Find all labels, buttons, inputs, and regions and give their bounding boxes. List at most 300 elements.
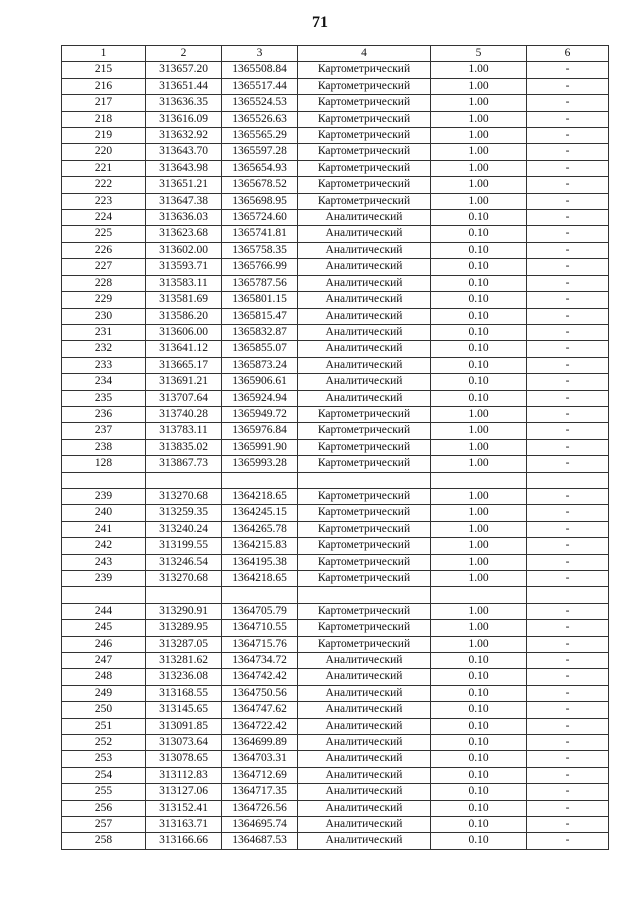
y-coordinate-cell: 1364687.53 [222, 833, 298, 849]
accuracy-cell: 1.00 [431, 456, 527, 472]
accuracy-cell: 1.00 [431, 193, 527, 209]
y-coordinate-cell: 1365526.63 [222, 111, 298, 127]
x-coordinate-cell: 313281.62 [146, 653, 222, 669]
accuracy-cell: 0.10 [431, 767, 527, 783]
note-cell: - [527, 784, 609, 800]
point-number-cell: 233 [62, 357, 146, 373]
x-coordinate-cell: 313112.83 [146, 767, 222, 783]
method-cell: Аналитический [298, 357, 431, 373]
point-number-cell: 215 [62, 62, 146, 78]
x-coordinate-cell: 313127.06 [146, 784, 222, 800]
table-row [62, 292, 609, 308]
x-coordinate-cell: 313290.91 [146, 603, 222, 619]
point-number-cell: 245 [62, 620, 146, 636]
note-cell: - [527, 570, 609, 586]
table-row [62, 636, 609, 652]
point-number-cell: 221 [62, 160, 146, 176]
note-cell: - [527, 95, 609, 111]
note-cell: - [527, 685, 609, 701]
accuracy-cell: 1.00 [431, 570, 527, 586]
x-coordinate-cell: 313199.55 [146, 538, 222, 554]
method-cell: Картометрический [298, 603, 431, 619]
accuracy-cell: 0.10 [431, 341, 527, 357]
note-cell: - [527, 144, 609, 160]
note-cell: - [527, 620, 609, 636]
table-row [62, 570, 609, 586]
table-row [62, 488, 609, 504]
note-cell: - [527, 767, 609, 783]
accuracy-cell: 1.00 [431, 603, 527, 619]
point-number-cell: 253 [62, 751, 146, 767]
note-cell: - [527, 210, 609, 226]
x-coordinate-cell: 313691.21 [146, 374, 222, 390]
accuracy-cell: 1.00 [431, 406, 527, 422]
note-cell: - [527, 357, 609, 373]
note-cell: - [527, 423, 609, 439]
point-number-cell: 239 [62, 488, 146, 504]
accuracy-cell: 0.10 [431, 292, 527, 308]
method-cell: Картометрический [298, 620, 431, 636]
y-coordinate-cell: 1364699.89 [222, 735, 298, 751]
table-row [62, 78, 609, 94]
method-cell: Картометрический [298, 521, 431, 537]
x-coordinate-cell: 313632.92 [146, 128, 222, 144]
table-row [62, 817, 609, 833]
method-cell: Картометрический [298, 177, 431, 193]
point-number-cell: 258 [62, 833, 146, 849]
note-cell: - [527, 226, 609, 242]
y-coordinate-cell: 1365993.28 [222, 456, 298, 472]
accuracy-cell: 1.00 [431, 177, 527, 193]
note-cell: - [527, 242, 609, 258]
note-cell: - [527, 78, 609, 94]
y-coordinate-cell: 1365524.53 [222, 95, 298, 111]
y-coordinate-cell: 1364722.42 [222, 718, 298, 734]
x-coordinate-cell: 313287.05 [146, 636, 222, 652]
x-coordinate-cell: 313163.71 [146, 817, 222, 833]
table-row [62, 456, 609, 472]
accuracy-cell: 1.00 [431, 95, 527, 111]
method-cell: Аналитический [298, 308, 431, 324]
note-cell: - [527, 718, 609, 734]
method-cell: Аналитический [298, 292, 431, 308]
accuracy-cell: 1.00 [431, 488, 527, 504]
accuracy-cell [431, 587, 527, 603]
y-coordinate-cell: 1364717.35 [222, 784, 298, 800]
page-number: 71 [312, 14, 328, 31]
accuracy-cell: 1.00 [431, 636, 527, 652]
note-cell: - [527, 324, 609, 340]
note-cell: - [527, 538, 609, 554]
point-number-cell: 218 [62, 111, 146, 127]
y-coordinate-cell: 1364695.74 [222, 817, 298, 833]
x-coordinate-cell: 313091.85 [146, 718, 222, 734]
accuracy-cell: 0.10 [431, 751, 527, 767]
note-cell: - [527, 177, 609, 193]
note-cell: - [527, 751, 609, 767]
x-coordinate-cell [146, 587, 222, 603]
method-cell: Аналитический [298, 817, 431, 833]
y-coordinate-cell: 1365976.84 [222, 423, 298, 439]
table-row [62, 800, 609, 816]
x-coordinate-cell: 313246.54 [146, 554, 222, 570]
y-coordinate-cell: 1364750.56 [222, 685, 298, 701]
note-cell: - [527, 193, 609, 209]
accuracy-cell: 0.10 [431, 735, 527, 751]
y-coordinate-cell: 1365815.47 [222, 308, 298, 324]
method-cell: Картометрический [298, 193, 431, 209]
note-cell: - [527, 390, 609, 406]
y-coordinate-cell: 1365855.07 [222, 341, 298, 357]
point-number-cell: 228 [62, 275, 146, 291]
table-row [62, 324, 609, 340]
method-cell: Картометрический [298, 423, 431, 439]
note-cell [527, 587, 609, 603]
table-row [62, 554, 609, 570]
y-coordinate-cell: 1364265.78 [222, 521, 298, 537]
method-cell: Картометрический [298, 439, 431, 455]
point-number-cell: 237 [62, 423, 146, 439]
table-row [62, 718, 609, 734]
x-coordinate-cell: 313707.64 [146, 390, 222, 406]
accuracy-cell: 0.10 [431, 833, 527, 849]
y-coordinate-cell: 1364747.62 [222, 702, 298, 718]
table-row [62, 390, 609, 406]
accuracy-cell: 0.10 [431, 685, 527, 701]
accuracy-cell: 0.10 [431, 357, 527, 373]
x-coordinate-cell: 313078.65 [146, 751, 222, 767]
table-row [62, 521, 609, 537]
y-coordinate-cell: 1365949.72 [222, 406, 298, 422]
note-cell: - [527, 817, 609, 833]
y-coordinate-cell: 1365766.99 [222, 259, 298, 275]
x-coordinate-cell: 313152.41 [146, 800, 222, 816]
note-cell: - [527, 259, 609, 275]
method-cell [298, 587, 431, 603]
table-row [62, 308, 609, 324]
y-coordinate-cell: 1365741.81 [222, 226, 298, 242]
method-cell: Аналитический [298, 275, 431, 291]
table-row [62, 374, 609, 390]
note-cell: - [527, 505, 609, 521]
note-cell: - [527, 636, 609, 652]
point-number-cell: 217 [62, 95, 146, 111]
method-cell: Картометрический [298, 636, 431, 652]
y-coordinate-cell: 1365787.56 [222, 275, 298, 291]
y-coordinate-cell: 1364734.72 [222, 653, 298, 669]
table-row [62, 587, 609, 603]
y-coordinate-cell [222, 472, 298, 488]
method-cell: Картометрический [298, 456, 431, 472]
point-number-cell: 242 [62, 538, 146, 554]
method-cell: Аналитический [298, 685, 431, 701]
method-cell: Аналитический [298, 226, 431, 242]
point-number-cell: 254 [62, 767, 146, 783]
y-coordinate-cell: 1365508.84 [222, 62, 298, 78]
method-cell: Картометрический [298, 554, 431, 570]
method-cell: Картометрический [298, 505, 431, 521]
y-coordinate-cell: 1365698.95 [222, 193, 298, 209]
point-number-cell: 226 [62, 242, 146, 258]
method-cell: Аналитический [298, 833, 431, 849]
x-coordinate-cell: 313636.35 [146, 95, 222, 111]
method-cell: Аналитический [298, 242, 431, 258]
y-coordinate-cell: 1365906.61 [222, 374, 298, 390]
point-number-cell: 256 [62, 800, 146, 816]
x-coordinate-cell: 313641.12 [146, 341, 222, 357]
note-cell: - [527, 292, 609, 308]
x-coordinate-cell: 313783.11 [146, 423, 222, 439]
table-row [62, 505, 609, 521]
accuracy-cell: 1.00 [431, 144, 527, 160]
point-number-cell [62, 587, 146, 603]
table-row [62, 735, 609, 751]
point-number-cell: 240 [62, 505, 146, 521]
point-number-cell: 243 [62, 554, 146, 570]
table-row [62, 357, 609, 373]
y-coordinate-cell: 1365517.44 [222, 78, 298, 94]
x-coordinate-cell: 313073.64 [146, 735, 222, 751]
accuracy-cell: 1.00 [431, 62, 527, 78]
x-coordinate-cell: 313867.73 [146, 456, 222, 472]
x-coordinate-cell: 313606.00 [146, 324, 222, 340]
point-number-cell: 216 [62, 78, 146, 94]
x-coordinate-cell: 313636.03 [146, 210, 222, 226]
y-coordinate-cell: 1364703.31 [222, 751, 298, 767]
table-row [62, 210, 609, 226]
accuracy-cell: 0.10 [431, 390, 527, 406]
y-coordinate-cell: 1364215.83 [222, 538, 298, 554]
table-row [62, 275, 609, 291]
point-number-cell: 255 [62, 784, 146, 800]
x-coordinate-cell: 313270.68 [146, 570, 222, 586]
method-cell: Картометрический [298, 128, 431, 144]
x-coordinate-cell: 313616.09 [146, 111, 222, 127]
x-coordinate-cell: 313145.65 [146, 702, 222, 718]
method-cell: Аналитический [298, 767, 431, 783]
accuracy-cell: 0.10 [431, 275, 527, 291]
x-coordinate-cell: 313643.70 [146, 144, 222, 160]
table-row [62, 620, 609, 636]
point-number-cell: 128 [62, 456, 146, 472]
table-row [62, 111, 609, 127]
table-row [62, 702, 609, 718]
table-row [62, 472, 609, 488]
accuracy-cell: 1.00 [431, 128, 527, 144]
table-row [62, 653, 609, 669]
y-coordinate-cell: 1365801.15 [222, 292, 298, 308]
table-row [62, 193, 609, 209]
point-number-cell: 234 [62, 374, 146, 390]
point-number-cell: 252 [62, 735, 146, 751]
point-number-cell: 247 [62, 653, 146, 669]
accuracy-cell: 0.10 [431, 817, 527, 833]
header-cell-6: 6 [527, 46, 609, 62]
accuracy-cell: 0.10 [431, 653, 527, 669]
x-coordinate-cell: 313289.95 [146, 620, 222, 636]
accuracy-cell: 1.00 [431, 505, 527, 521]
note-cell: - [527, 653, 609, 669]
y-coordinate-cell: 1364218.65 [222, 488, 298, 504]
table-row [62, 767, 609, 783]
note-cell: - [527, 735, 609, 751]
point-number-cell: 229 [62, 292, 146, 308]
y-coordinate-cell: 1365758.35 [222, 242, 298, 258]
point-number-cell: 227 [62, 259, 146, 275]
table-row [62, 406, 609, 422]
x-coordinate-cell: 313166.66 [146, 833, 222, 849]
note-cell: - [527, 111, 609, 127]
method-cell [298, 472, 431, 488]
y-coordinate-cell [222, 587, 298, 603]
x-coordinate-cell: 313586.20 [146, 308, 222, 324]
note-cell: - [527, 456, 609, 472]
method-cell: Аналитический [298, 669, 431, 685]
table-row [62, 95, 609, 111]
point-number-cell: 250 [62, 702, 146, 718]
table-row [62, 669, 609, 685]
x-coordinate-cell: 313651.44 [146, 78, 222, 94]
point-number-cell: 222 [62, 177, 146, 193]
accuracy-cell: 1.00 [431, 423, 527, 439]
y-coordinate-cell: 1364218.65 [222, 570, 298, 586]
header-row [62, 46, 609, 62]
y-coordinate-cell: 1365873.24 [222, 357, 298, 373]
y-coordinate-cell: 1364742.42 [222, 669, 298, 685]
x-coordinate-cell: 313240.24 [146, 521, 222, 537]
method-cell: Аналитический [298, 800, 431, 816]
table-row [62, 423, 609, 439]
accuracy-cell: 0.10 [431, 669, 527, 685]
table-row [62, 242, 609, 258]
x-coordinate-cell: 313643.98 [146, 160, 222, 176]
point-number-cell: 249 [62, 685, 146, 701]
accuracy-cell: 1.00 [431, 554, 527, 570]
point-number-cell: 230 [62, 308, 146, 324]
accuracy-cell: 0.10 [431, 718, 527, 734]
x-coordinate-cell: 313593.71 [146, 259, 222, 275]
method-cell: Аналитический [298, 784, 431, 800]
accuracy-cell: 1.00 [431, 111, 527, 127]
note-cell: - [527, 341, 609, 357]
method-cell: Аналитический [298, 210, 431, 226]
accuracy-cell: 1.00 [431, 160, 527, 176]
note-cell [527, 472, 609, 488]
table-row [62, 685, 609, 701]
method-cell: Картометрический [298, 95, 431, 111]
point-number-cell: 244 [62, 603, 146, 619]
method-cell: Аналитический [298, 324, 431, 340]
table-row [62, 226, 609, 242]
method-cell: Аналитический [298, 341, 431, 357]
note-cell: - [527, 603, 609, 619]
y-coordinate-cell: 1365991.90 [222, 439, 298, 455]
accuracy-cell: 0.10 [431, 226, 527, 242]
accuracy-cell: 0.10 [431, 242, 527, 258]
header-cell-2: 2 [146, 46, 222, 62]
y-coordinate-cell: 1364726.56 [222, 800, 298, 816]
table-body [62, 62, 609, 849]
x-coordinate-cell: 313647.38 [146, 193, 222, 209]
method-cell: Аналитический [298, 374, 431, 390]
note-cell: - [527, 439, 609, 455]
method-cell: Картометрический [298, 538, 431, 554]
method-cell: Аналитический [298, 702, 431, 718]
y-coordinate-cell: 1365724.60 [222, 210, 298, 226]
x-coordinate-cell: 313665.17 [146, 357, 222, 373]
point-number-cell: 235 [62, 390, 146, 406]
x-coordinate-cell: 313657.20 [146, 62, 222, 78]
method-cell: Картометрический [298, 144, 431, 160]
method-cell: Аналитический [298, 751, 431, 767]
x-coordinate-cell: 313740.28 [146, 406, 222, 422]
method-cell: Картометрический [298, 488, 431, 504]
point-number-cell: 223 [62, 193, 146, 209]
table-row [62, 833, 609, 849]
x-coordinate-cell: 313623.68 [146, 226, 222, 242]
accuracy-cell: 0.10 [431, 324, 527, 340]
table-row [62, 538, 609, 554]
x-coordinate-cell: 313651.21 [146, 177, 222, 193]
table-row [62, 439, 609, 455]
point-number-cell: 220 [62, 144, 146, 160]
note-cell: - [527, 62, 609, 78]
y-coordinate-cell: 1364195.38 [222, 554, 298, 570]
y-coordinate-cell: 1365565.29 [222, 128, 298, 144]
x-coordinate-cell: 313236.08 [146, 669, 222, 685]
method-cell: Картометрический [298, 111, 431, 127]
accuracy-cell: 1.00 [431, 78, 527, 94]
x-coordinate-cell: 313270.68 [146, 488, 222, 504]
accuracy-cell: 0.10 [431, 210, 527, 226]
note-cell: - [527, 702, 609, 718]
method-cell: Картометрический [298, 62, 431, 78]
table-row [62, 259, 609, 275]
note-cell: - [527, 488, 609, 504]
point-number-cell: 246 [62, 636, 146, 652]
point-number-cell: 251 [62, 718, 146, 734]
table-row [62, 341, 609, 357]
x-coordinate-cell [146, 472, 222, 488]
method-cell: Аналитический [298, 390, 431, 406]
accuracy-cell: 1.00 [431, 538, 527, 554]
y-coordinate-cell: 1364705.79 [222, 603, 298, 619]
accuracy-cell: 0.10 [431, 702, 527, 718]
y-coordinate-cell: 1365654.93 [222, 160, 298, 176]
note-cell: - [527, 374, 609, 390]
accuracy-cell: 0.10 [431, 259, 527, 275]
point-number-cell: 231 [62, 324, 146, 340]
note-cell: - [527, 128, 609, 144]
method-cell: Аналитический [298, 259, 431, 275]
y-coordinate-cell: 1364245.15 [222, 505, 298, 521]
method-cell: Картометрический [298, 406, 431, 422]
point-number-cell [62, 472, 146, 488]
y-coordinate-cell: 1365597.28 [222, 144, 298, 160]
y-coordinate-cell: 1364710.55 [222, 620, 298, 636]
point-number-cell: 257 [62, 817, 146, 833]
point-number-cell: 236 [62, 406, 146, 422]
x-coordinate-cell: 313835.02 [146, 439, 222, 455]
accuracy-cell: 1.00 [431, 521, 527, 537]
header-cell-4: 4 [298, 46, 431, 62]
x-coordinate-cell: 313168.55 [146, 685, 222, 701]
y-coordinate-cell: 1365832.87 [222, 324, 298, 340]
note-cell: - [527, 554, 609, 570]
y-coordinate-cell: 1365924.94 [222, 390, 298, 406]
x-coordinate-cell: 313581.69 [146, 292, 222, 308]
coordinates-table [61, 45, 609, 850]
